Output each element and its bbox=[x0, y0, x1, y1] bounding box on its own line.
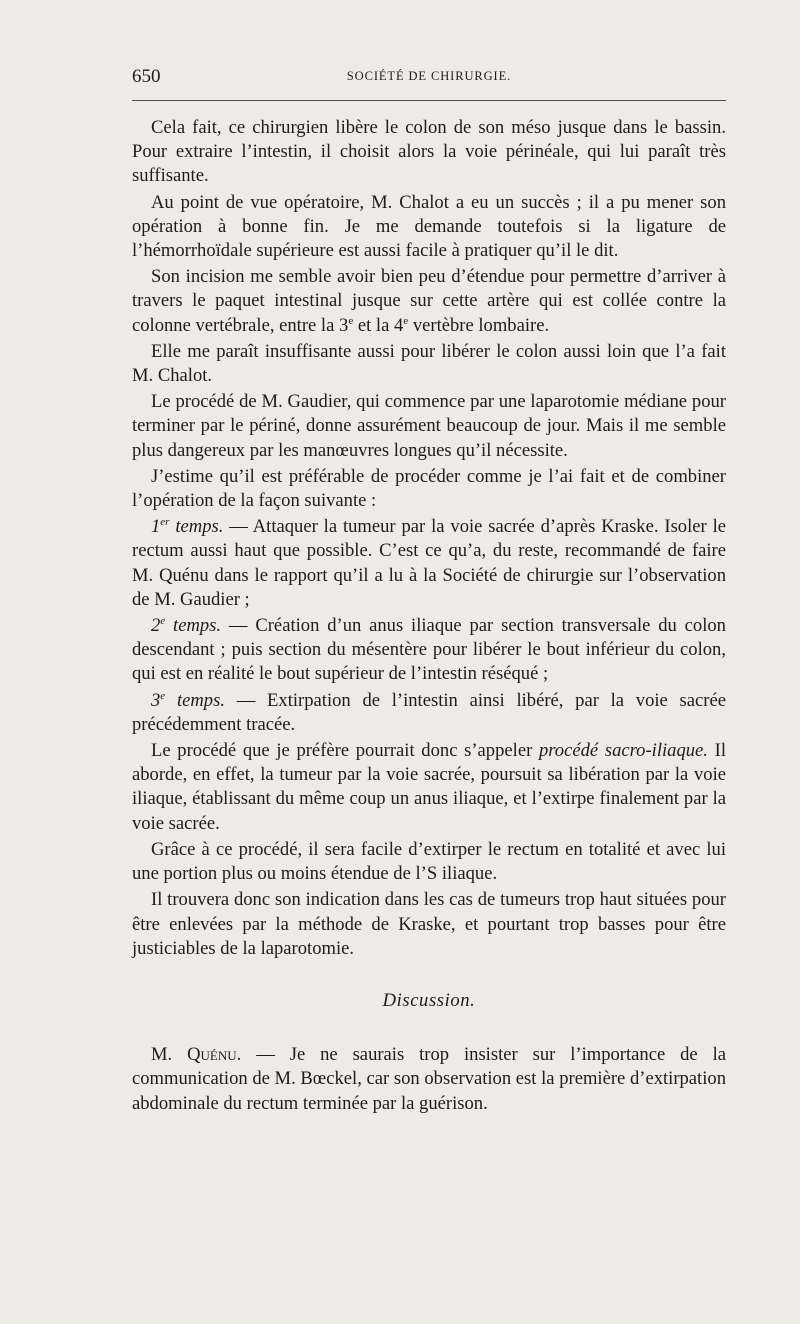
paragraph: Cela fait, ce chirurgien libère le colon de son méso jusque dans le bassin. Pour extraire l’intestin, il choisit alors la voie périnéale, qui lui paraît très suffisante. bbox=[132, 117, 726, 187]
paragraph: Il trouvera donc son indication dans les cas de tumeurs trop haut situées pour être enlevées par la méthode de Kraske, et pourtant trop basses pour être justiciables de la laparotomie. bbox=[132, 889, 726, 959]
step-label: temps. bbox=[173, 615, 222, 637]
step-label: temps. bbox=[176, 689, 225, 711]
running-title: SOCIÉTÉ DE CHIRURGIE. bbox=[346, 69, 512, 83]
paragraph bbox=[132, 739, 726, 836]
step-ordinal: e bbox=[160, 689, 166, 702]
article-body bbox=[132, 116, 726, 1116]
step-number: 1 bbox=[151, 516, 161, 538]
paragraph: Grâce à ce procédé, il sera facile d’extirper le rectum en totalité et avec lui une portion plus ou moins étendue de l’S iliaque. bbox=[132, 838, 726, 885]
step-text: — Création d’un anus iliaque par section transversale du colon descendant ; puis section du mésentère pour libérer le bout inférieur du colon, qui est en réalité le bout supérieur de l’intestin réséqué ; bbox=[132, 615, 726, 685]
paragraph: J’estime qu’il est préférable de procéder comme je l’ai fait et de combiner l’opération de la façon suivante : bbox=[132, 465, 726, 512]
step-number: 2 bbox=[151, 615, 161, 637]
discussion-paragraph bbox=[132, 1043, 726, 1116]
step-ordinal: e bbox=[160, 614, 166, 627]
step-ordinal: er bbox=[160, 516, 170, 529]
paragraph: Le procédé de M. Gaudier, qui commence par une laparotomie médiane pour terminer par le périné, donne assurément beaucoup de jour. Mais il me semble plus dangereux par les manœuvres longues qu’il nécessite. bbox=[132, 391, 726, 461]
page-number: 650 bbox=[132, 66, 161, 87]
procede-name: procédé sacro-iliaque. bbox=[538, 740, 708, 762]
step-label: temps. bbox=[175, 516, 224, 538]
step-paragraph bbox=[132, 614, 726, 687]
step-text: — Attaquer la tumeur par la voie sacrée d’après Kraske. Isoler le rectum aussi haut que possible. C’est ce qu’a, du reste, recommandé de faire M. Quénu dans le rapport qu’il a lu à la Société de chirurgie sur l’observation de M. Gaudier ; bbox=[132, 516, 727, 610]
paragraph: Au point de vue opératoire, M. Chalot a eu un succès ; il a pu mener son opération à bonne fin. Je me demande toutefois si la ligature de l’hémorrhoïdale supérieure est aussi facile à pratiquer qu’il le dit. bbox=[132, 191, 726, 262]
page-header bbox=[132, 66, 726, 90]
step-paragraph bbox=[132, 689, 726, 737]
step-paragraph bbox=[132, 515, 726, 612]
procede-after: Il aborde, en effet, la tumeur par la voie sacrée, poursuit sa libération par la voie iliaque, établissant du même coup un anus iliaque, et l’extirpe finalement par la voie sacrée. bbox=[132, 740, 727, 834]
speaker-name: Quénu. bbox=[187, 1044, 242, 1066]
header-rule bbox=[132, 100, 726, 101]
section-title: Discussion. bbox=[382, 989, 476, 1011]
procede-before: Le procédé que je préfère pourrait donc s’appeler bbox=[151, 740, 533, 762]
step-number: 3 bbox=[151, 689, 161, 711]
discussion-text: — Je ne saurais trop insister sur l’importance de la communication de M. Bœckel, car son observation est la première d’extirpation abdominale du rectum terminée par la guérison. bbox=[132, 1044, 727, 1114]
paragraph: Son incision me semble avoir bien peu d’étendue pour permettre d’arriver à travers le paquet intestinal jusque sur cette artère qui est collée contre la colonne vertébrale, entre la 3e et la 4e vertèbre lombaire. bbox=[132, 266, 726, 336]
paragraph: Elle me paraît insuffisante aussi pour libérer le colon aussi loin que l’a fait M. Chalot. bbox=[132, 340, 726, 387]
speaker-prefix: M. bbox=[151, 1044, 173, 1066]
step-text: — Extirpation de l’intestin ainsi libéré, par la voie sacrée précédemment tracée. bbox=[132, 689, 726, 735]
